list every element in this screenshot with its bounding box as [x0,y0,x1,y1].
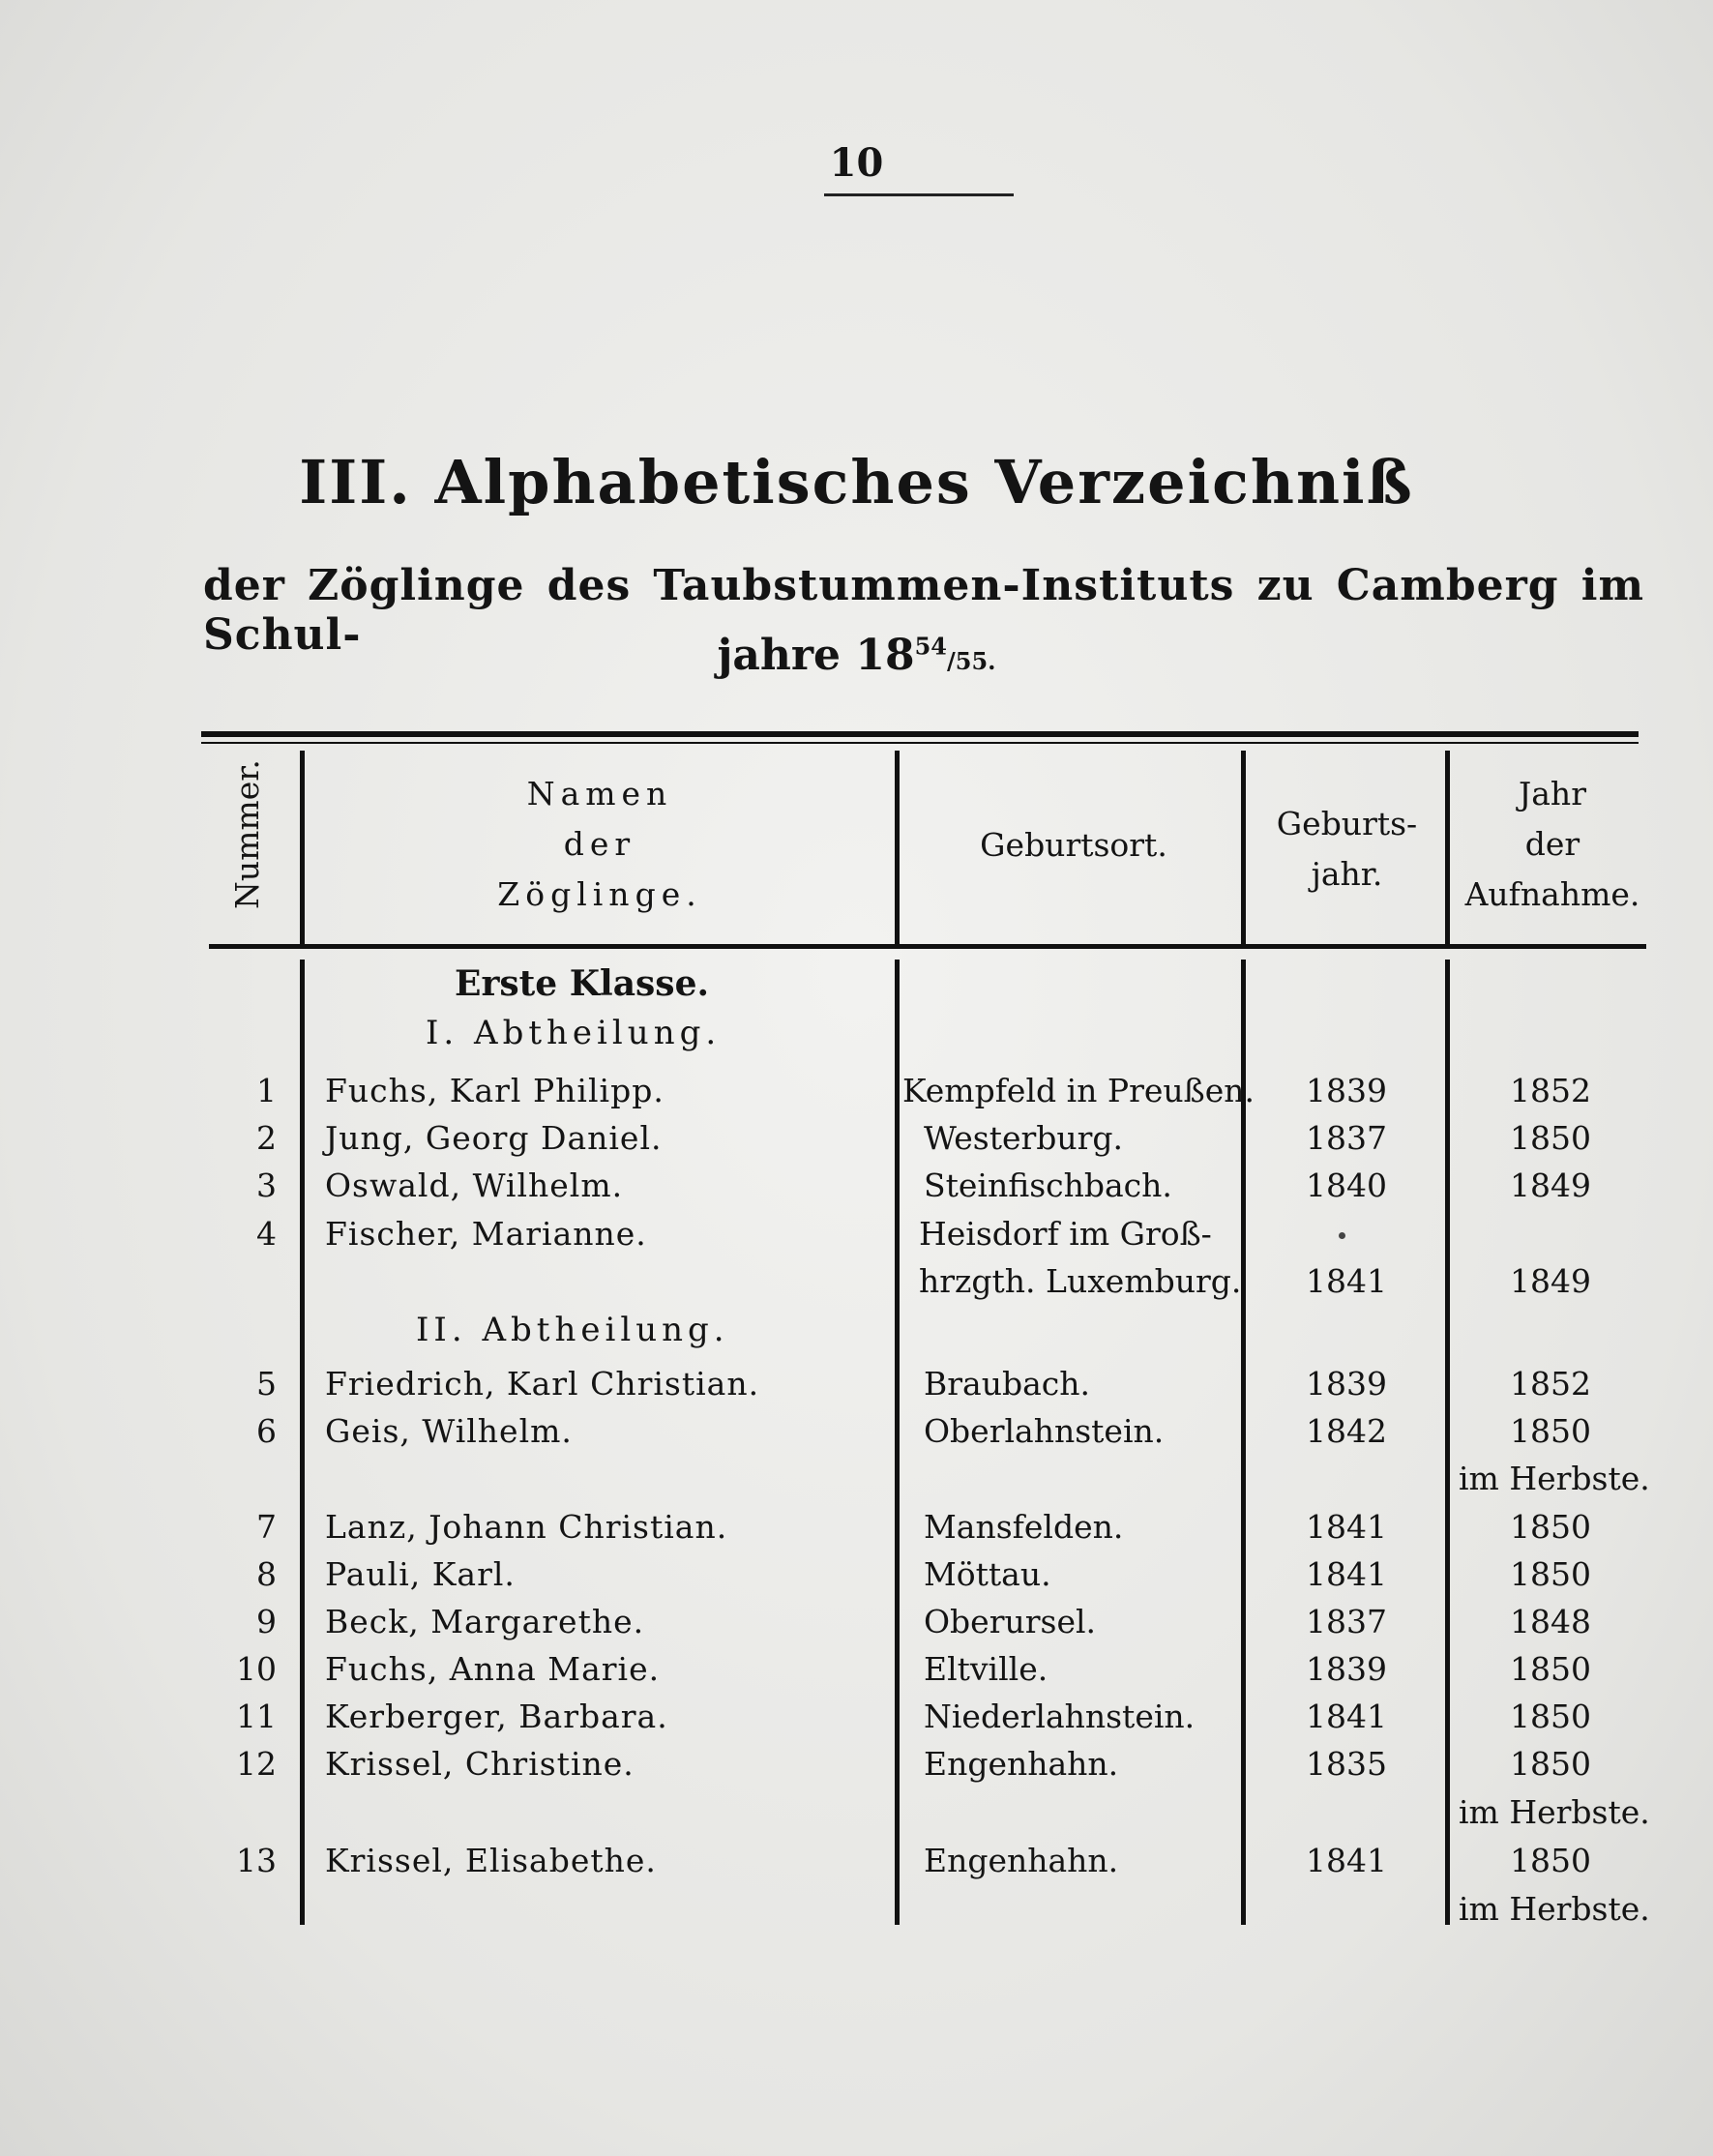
table-header-rule [209,944,1646,949]
row-1-admission-year: 1852 [1510,1072,1591,1109]
row-8-number: 8 [256,1555,277,1593]
header-geburtsort-text: Geburtsort. [980,826,1167,864]
row-1-name: Fuchs, Karl Philipp. [325,1072,665,1109]
row-13-admission-note: im Herbste. [1459,1890,1650,1928]
row-2-birthplace: Westerburg. [924,1119,1124,1157]
section-abtheilung-2: II. Abtheilung. [416,1311,729,1349]
row-6-number: 6 [256,1412,277,1450]
row-9-birth-year: 1837 [1306,1603,1387,1640]
row-4-birthplace-line-2: hrzgth. Luxemburg. [919,1262,1242,1300]
header-geburtsjahr-line-2: jahr. [1311,855,1383,893]
section-erste-klasse: Erste Klasse. [455,963,710,1004]
header-namen-line-1: Namen [526,775,673,812]
column-divider-1 [300,960,305,1925]
row-5-name: Friedrich, Karl Christian. [325,1365,760,1403]
row-4-admission-year: 1849 [1510,1262,1591,1300]
row-3-name: Oswald, Wilhelm. [325,1167,624,1204]
header-aufnahme [1456,769,1649,920]
header-geburtsjahr [1253,799,1441,900]
row-2-birth-year: 1837 [1306,1119,1387,1157]
row-9-number: 9 [256,1603,277,1640]
row-8-name: Pauli, Karl. [325,1555,516,1593]
row-1-number: 1 [256,1072,277,1109]
column-divider-3-head [1241,751,1246,944]
row-6-name: Geis, Wilhelm. [325,1412,573,1450]
row-11-birth-year: 1841 [1306,1698,1387,1735]
section-abtheilung-1: I. Abtheilung. [426,1014,722,1052]
row-12-admission-year: 1850 [1510,1745,1591,1783]
page-title: III. Alphabetisches Verzeichniß [299,447,1414,517]
row-12-admission-note: im Herbste. [1459,1793,1650,1831]
row-9-name: Beck, Margarethe. [325,1603,645,1640]
row-8-admission-year: 1850 [1510,1555,1591,1593]
row-4-name: Fischer, Marianne. [325,1215,647,1253]
page-number: 10 [829,140,884,186]
subtitle-superscript: 54 [914,632,948,661]
row-7-name: Lanz, Johann Christian. [325,1508,728,1546]
subtitle-prefix: jahre 18 [717,631,915,680]
header-geburtsort [909,820,1238,871]
column-divider-4 [1445,960,1450,1925]
row-7-birth-year: 1841 [1306,1508,1387,1546]
row-6-admission-note: im Herbste. [1459,1460,1650,1497]
table-top-thin-rule [201,742,1639,744]
row-4-dot-mark [1339,1232,1345,1239]
row-10-name: Fuchs, Anna Marie. [325,1650,661,1688]
page-number-rule [824,193,1014,196]
row-11-name: Kerberger, Barbara. [325,1698,668,1735]
row-10-birthplace: Eltville. [924,1650,1048,1688]
column-divider-4-head [1445,751,1450,944]
row-11-admission-year: 1850 [1510,1698,1591,1735]
row-2-admission-year: 1850 [1510,1119,1591,1157]
row-7-admission-year: 1850 [1510,1508,1591,1546]
row-5-birth-year: 1839 [1306,1365,1387,1403]
row-13-birthplace: Engenhahn. [924,1842,1119,1879]
row-11-birthplace: Niederlahnstein. [924,1698,1196,1735]
row-11-number: 11 [236,1698,277,1735]
subtitle-line-2 [0,631,1713,680]
row-10-birth-year: 1839 [1306,1650,1387,1688]
header-geburtsjahr-line-1: Geburts- [1276,805,1418,842]
row-3-admission-year: 1849 [1510,1167,1591,1204]
header-aufnahme-line-1: Jahr [1519,775,1586,812]
subtitle-line-1: der Zöglinge des Taubstummen-Instituts zu Camberg im Schul- [203,561,1644,660]
row-12-number: 12 [236,1745,277,1783]
row-13-number: 13 [236,1842,277,1879]
row-4-birth-year: 1841 [1306,1262,1387,1300]
row-13-birth-year: 1841 [1306,1842,1387,1879]
row-3-birth-year: 1840 [1306,1167,1387,1204]
row-2-number: 2 [256,1119,277,1157]
table-top-rule [201,731,1639,737]
row-9-admission-year: 1848 [1510,1603,1591,1640]
header-namen-line-2: der [563,825,636,863]
row-13-name: Krissel, Elisabethe. [325,1842,657,1879]
row-8-birth-year: 1841 [1306,1555,1387,1593]
column-divider-1-head [300,751,305,944]
row-7-birthplace: Mansfelden. [924,1508,1124,1546]
row-12-birth-year: 1835 [1306,1745,1387,1783]
row-12-birthplace: Engenhahn. [924,1745,1119,1783]
row-6-birthplace: Oberlahnstein. [924,1412,1165,1450]
column-divider-2-head [895,751,900,944]
header-aufnahme-line-3: Aufnahme. [1464,875,1640,913]
row-8-birthplace: Möttau. [924,1555,1051,1593]
row-10-number: 10 [236,1650,277,1688]
row-12-name: Krissel, Christine. [325,1745,635,1783]
header-aufnahme-line-2: der [1524,825,1580,863]
row-6-birth-year: 1842 [1306,1412,1387,1450]
row-4-number: 4 [256,1215,277,1253]
header-nummer-text: Nummer. [228,759,266,909]
row-3-birthplace: Steinfischbach. [924,1167,1172,1204]
row-10-admission-year: 1850 [1510,1650,1591,1688]
row-5-birthplace: Braubach. [924,1365,1090,1403]
header-namen [464,769,735,920]
row-1-birthplace: Kempfeld in Preußen. [902,1072,1255,1109]
row-9-birthplace: Oberursel. [924,1603,1097,1640]
column-divider-2 [895,960,900,1925]
row-6-admission-year: 1850 [1510,1412,1591,1450]
row-2-name: Jung, Georg Daniel. [325,1119,663,1157]
row-5-admission-year: 1852 [1510,1365,1591,1403]
row-5-number: 5 [256,1365,277,1403]
subtitle-rest: /55. [947,647,996,675]
row-13-admission-year: 1850 [1510,1842,1591,1879]
row-1-birth-year: 1839 [1306,1072,1387,1109]
row-7-number: 7 [256,1508,277,1546]
row-3-number: 3 [256,1167,277,1204]
row-4-birthplace: Heisdorf im Groß- [919,1215,1212,1253]
header-namen-line-3: Zöglinge. [497,875,702,913]
